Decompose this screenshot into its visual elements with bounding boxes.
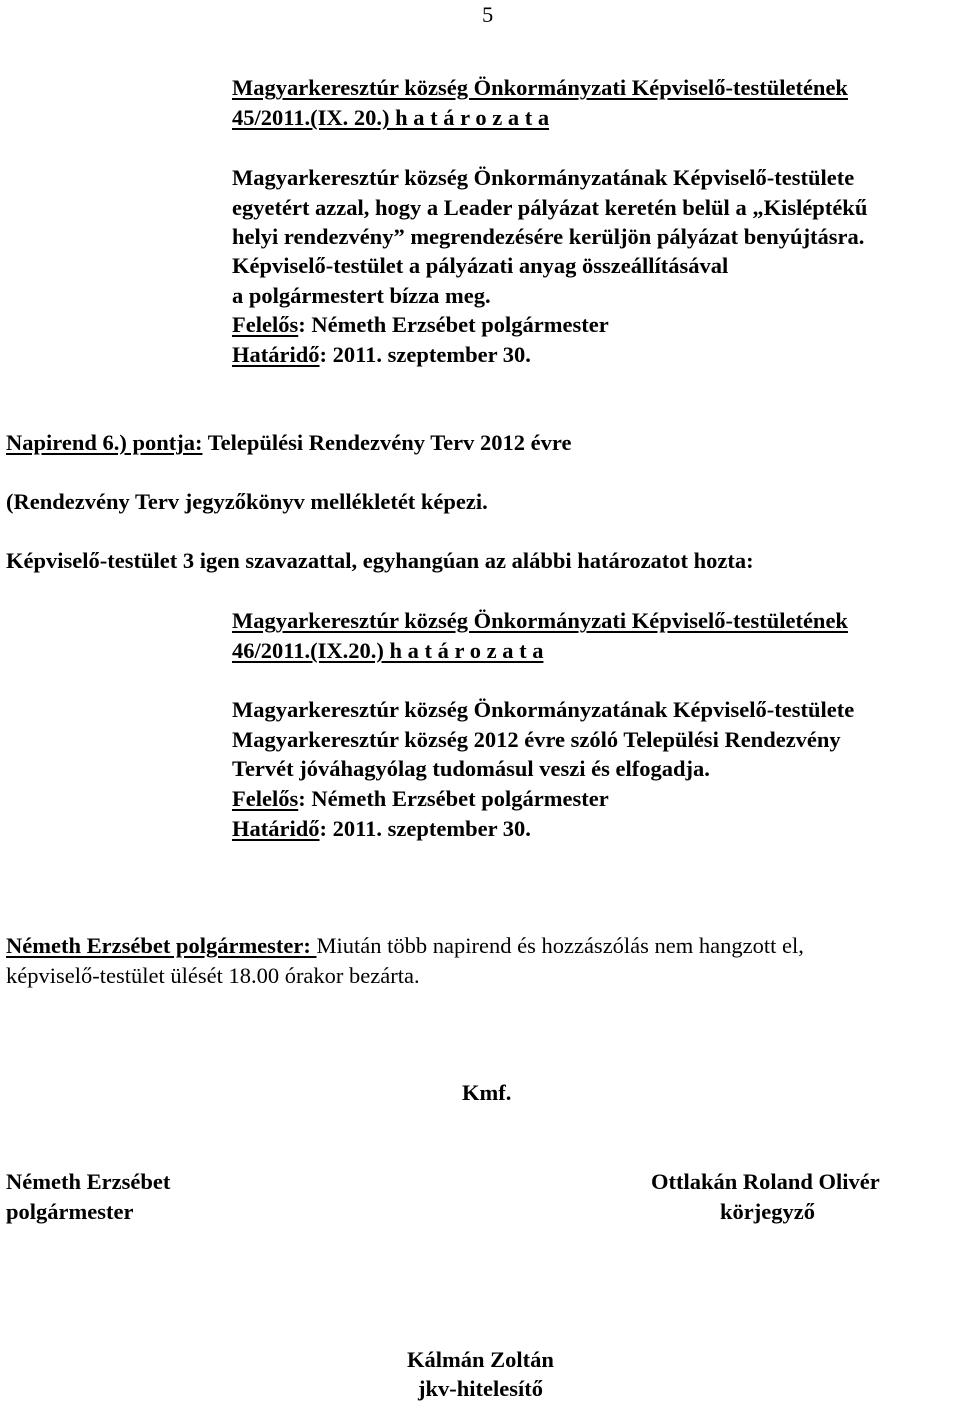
responsible-label: Felelős xyxy=(232,312,299,337)
resolution2-body-line: Tervét jóváhagyólag tudomásul veszi és elfogadja. xyxy=(232,756,710,781)
closing-speaker: Németh Erzsébet polgármester: xyxy=(6,933,317,958)
responsible-value: : Németh Erzsébet polgármester xyxy=(298,312,609,337)
resolution2-body-line: Magyarkeresztúr község 2012 évre szóló Települési Rendezvény xyxy=(232,727,841,752)
resolution1-responsible xyxy=(232,310,609,340)
agenda-title: Települési Rendezvény Terv 2012 évre xyxy=(202,430,572,455)
page-number: 5 xyxy=(482,2,494,27)
signature-right-name: Ottlakán Roland Olivér xyxy=(651,1169,880,1194)
closing-line1 xyxy=(6,931,804,961)
deadline-label: Határidő xyxy=(232,816,320,841)
resolution2-heading-line1: Magyarkeresztúr község Önkormányzati Képviselő-testületének xyxy=(232,608,848,633)
resolution1-body-line: Képviselő-testület a pályázati anyag összeállításával xyxy=(232,253,729,278)
responsible-label: Felelős xyxy=(232,786,299,811)
signature-bottom-title: jkv-hitelesítő xyxy=(418,1376,543,1401)
resolution1-body-line: egyetért azzal, hogy a Leader pályázat keretén belül a „Kisléptékű xyxy=(232,195,868,220)
resolution2-responsible xyxy=(232,784,609,814)
deadline-value: : 2011. szeptember 30. xyxy=(319,342,531,367)
kmf: Kmf. xyxy=(462,1080,512,1105)
signature-left-title: polgármester xyxy=(6,1199,134,1224)
resolution1-body-line: a polgármestert bízza meg. xyxy=(232,283,491,308)
deadline-value: : 2011. szeptember 30. xyxy=(319,816,531,841)
agenda-vote-line: Képviselő-testület 3 igen szavazattal, egyhangúan az alábbi határozatot hozta: xyxy=(6,548,754,573)
resolution2-deadline xyxy=(232,814,531,844)
resolution1-body-line: Magyarkeresztúr község Önkormányzatának Képviselő-testülete xyxy=(232,165,855,190)
resolution1-deadline xyxy=(232,340,531,370)
deadline-label: Határidő xyxy=(232,342,320,367)
resolution1-heading-line2: 45/2011.(IX. 20.) h a t á r o z a t a xyxy=(232,105,550,130)
closing-text-line2: képviselő-testület ülését 18.00 órakor bezárta. xyxy=(6,963,420,988)
signature-right-title: körjegyző xyxy=(720,1199,815,1224)
resolution1-body-line: helyi rendezvény” megrendezésére kerüljön pályázat benyújtásra. xyxy=(232,224,865,249)
resolution2-body-line: Magyarkeresztúr község Önkormányzatának Képviselő-testülete xyxy=(232,697,855,722)
signature-bottom-name: Kálmán Zoltán xyxy=(407,1347,554,1372)
signature-left-name: Németh Erzsébet xyxy=(6,1169,171,1194)
agenda-heading xyxy=(6,428,571,458)
resolution2-heading-line2: 46/2011.(IX.20.) h a t á r o z a t a xyxy=(232,638,544,663)
agenda-attachment-note: (Rendezvény Terv jegyzőkönyv mellékletét képezi. xyxy=(6,489,488,514)
responsible-value: : Németh Erzsébet polgármester xyxy=(298,786,609,811)
agenda-label: Napirend 6.) pontja: xyxy=(6,430,203,455)
closing-text-line1: Miután több napirend és hozzászólás nem hangzott el, xyxy=(316,933,804,958)
resolution1-heading-line1: Magyarkeresztúr község Önkormányzati Képviselő-testületének xyxy=(232,75,848,100)
